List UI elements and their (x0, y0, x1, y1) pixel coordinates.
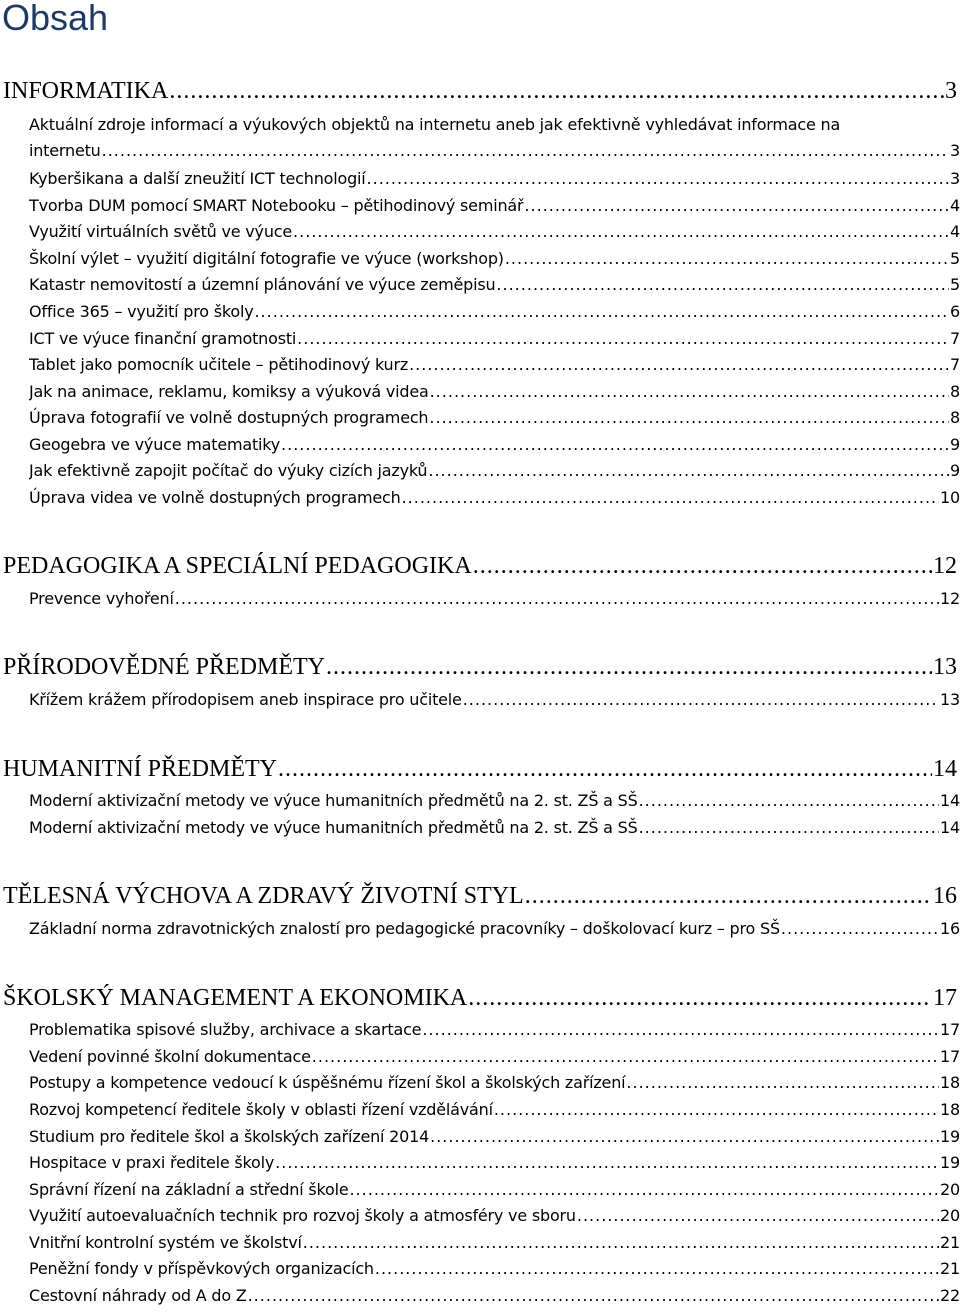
toc-entry[interactable] (29, 433, 960, 457)
toc-entry-page: 21 (940, 1233, 960, 1252)
dot-leader (429, 406, 949, 430)
dot-leader (626, 1071, 939, 1095)
toc-heading-title: ŠKOLSKÝ MANAGEMENT A EKONOMIKA (3, 985, 468, 1011)
dot-leader (505, 247, 949, 271)
toc-entry-title: Využití autoevaluačních technik pro rozvoj školy a atmosféry ve sboru (29, 1206, 576, 1225)
toc-entry-title: Vnitřní kontrolní systém ve školství (29, 1233, 302, 1252)
toc-entry[interactable] (29, 1071, 960, 1095)
dot-leader (254, 300, 949, 324)
toc-entry-title: Problematika spisové služby, archivace a skartace (29, 1020, 422, 1039)
toc-heading-page: 3 (945, 78, 957, 104)
toc-entry-page: 19 (940, 1153, 960, 1172)
toc-entry[interactable] (29, 1125, 960, 1149)
toc-entry-title: ICT ve výuce finanční gramotnosti (29, 329, 297, 348)
page-title: Obsah (2, 0, 109, 38)
toc-entry-title: Postupy a kompetence vedoucí k úspěšnému řízení škol a školských zařízení (29, 1073, 626, 1092)
toc-heading-title: HUMANITNÍ PŘEDMĚTY (3, 756, 277, 782)
toc-entry[interactable] (29, 1178, 960, 1202)
dot-leader (326, 652, 932, 682)
toc-entry-page: 4 (950, 196, 960, 215)
toc-entry-title: Rozvoj kompetencí ředitele školy v oblasti řízení vzdělávání (29, 1100, 493, 1119)
toc-entry-page: 13 (940, 690, 960, 709)
toc-entry-title: Geogebra ve výuce matematiky (29, 435, 281, 454)
toc-entry-title: Tvorba DUM pomocí SMART Notebooku – pětihodinový seminář (29, 196, 524, 215)
toc-entry-title: Základní norma zdravotnických znalostí pro pedagogické pracovníky – doškolovací kurz – pro SŠ (29, 919, 780, 938)
toc-entry-title: Jak na animace, reklamu, komiksy a výuková videa (29, 382, 429, 401)
toc-heading-title: PŘÍRODOVĚDNÉ PŘEDMĚTY (3, 654, 326, 680)
toc-entry[interactable] (29, 273, 960, 297)
toc-entry-title-continued: internetu (29, 141, 101, 160)
toc-entry[interactable] (29, 406, 960, 430)
dot-leader (312, 1045, 939, 1069)
toc-entry-page: 3 (950, 141, 960, 160)
toc-entry-page: 19 (940, 1127, 960, 1146)
toc-entry-title: Správní řízení na základní a střední škole (29, 1180, 349, 1199)
toc-entry-page: 7 (950, 355, 960, 374)
toc-heading-prirodovedne-predmety[interactable] (3, 652, 957, 682)
dot-leader (781, 917, 939, 941)
dot-leader (468, 983, 932, 1013)
dot-leader (293, 220, 949, 244)
toc-entry-title: Úprava fotografií ve volně dostupných programech (29, 408, 429, 427)
dot-leader (473, 551, 932, 581)
toc-heading-skolsky-management[interactable] (3, 983, 957, 1013)
dot-leader (375, 1257, 939, 1281)
dot-leader (430, 1125, 939, 1149)
toc-entry-page: 17 (940, 1020, 960, 1039)
dot-leader (430, 380, 949, 404)
toc-entry-title: Školní výlet – využití digitální fotografie ve výuce (workshop) (29, 249, 504, 268)
toc-entry-page: 22 (940, 1286, 960, 1305)
toc-heading-pedagogika[interactable] (3, 551, 957, 581)
toc-entry[interactable] (29, 587, 960, 611)
dot-leader (639, 789, 939, 813)
toc-heading-informatika[interactable] (3, 76, 957, 106)
toc-entry[interactable] (29, 1045, 960, 1069)
toc-entry[interactable] (29, 816, 960, 840)
toc-entry-page: 10 (940, 488, 960, 507)
toc-heading-title: PEDAGOGIKA A SPECIÁLNÍ PEDAGOGIKA (3, 553, 472, 579)
toc-entry-page: 9 (950, 435, 960, 454)
toc-entry[interactable] (29, 1098, 960, 1122)
dot-leader (494, 1098, 939, 1122)
dot-leader (577, 1204, 939, 1228)
toc-entry[interactable] (29, 486, 960, 510)
toc-entry[interactable] (29, 380, 960, 404)
toc-entry[interactable] (29, 917, 960, 941)
dot-leader (496, 273, 949, 297)
toc-entry[interactable] (29, 1231, 960, 1255)
toc-entry-title: Aktuální zdroje informací a výukových objektů na internetu aneb jak efektivně vyhledávat informace na (29, 115, 841, 134)
dot-leader (278, 754, 932, 784)
toc-entry-title: Office 365 – využití pro školy (29, 302, 254, 321)
toc-entry-title: Křížem krážem přírodopisem aneb inspirace pro učitele (29, 690, 462, 709)
dot-leader (248, 1284, 939, 1308)
toc-entry[interactable] (29, 1204, 960, 1228)
toc-entry-page: 18 (940, 1073, 960, 1092)
toc-entry[interactable] (29, 167, 960, 191)
toc-heading-page: 13 (933, 654, 957, 680)
toc-entry-title: Využití virtuálních světů ve výuce (29, 222, 293, 241)
toc-heading-telesna-vychova[interactable] (3, 881, 957, 911)
dot-leader (297, 327, 949, 351)
toc-entry-page: 21 (940, 1259, 960, 1278)
toc-entry-title: Úprava videa ve volně dostupných programech (29, 488, 401, 507)
toc-entry-page: 7 (950, 329, 960, 348)
toc-entry-page: 4 (950, 222, 960, 241)
dot-leader (428, 459, 949, 483)
dot-leader (281, 433, 949, 457)
toc-entry-title: Kyberšikana a další zneužití ICT technologií (29, 169, 366, 188)
toc-entry[interactable] (29, 1257, 960, 1281)
toc-heading-humanitni-predmety[interactable] (3, 754, 957, 784)
toc-entry-title: Moderní aktivizační metody ve výuce humanitních předmětů na 2. st. ZŠ a SŠ (29, 791, 638, 810)
dot-leader (367, 167, 949, 191)
toc-entry-page: 5 (950, 249, 960, 268)
toc-entry[interactable] (29, 353, 960, 377)
toc-heading-title: INFORMATIKA (3, 78, 169, 104)
toc-entry[interactable] (29, 247, 960, 271)
toc-entry[interactable] (29, 688, 960, 712)
toc-entry[interactable] (29, 327, 960, 351)
toc-entry-page: 20 (940, 1206, 960, 1225)
dot-leader (169, 76, 944, 106)
dot-leader (524, 194, 949, 218)
toc-entry-title: Peněžní fondy v příspěvkových organizacích (29, 1259, 374, 1278)
dot-leader (422, 1018, 939, 1042)
dot-leader (463, 688, 939, 712)
toc-entry-page: 16 (940, 919, 960, 938)
dot-leader (525, 881, 932, 911)
toc-entry-page: 3 (950, 169, 960, 188)
toc-entry-page: 20 (940, 1180, 960, 1199)
toc-entry-title: Moderní aktivizační metody ve výuce humanitních předmětů na 2. st. ZŠ a SŠ (29, 818, 638, 837)
toc-entry[interactable] (29, 1018, 960, 1042)
dot-leader (349, 1178, 939, 1202)
dot-leader (175, 587, 939, 611)
toc-heading-page: 12 (933, 553, 957, 579)
toc-entry[interactable] (29, 300, 960, 324)
toc-entry-title: Cestovní náhrady od A do Z (29, 1286, 247, 1305)
toc-heading-title: TĚLESNÁ VÝCHOVA A ZDRAVÝ ŽIVOTNÍ STYL (3, 883, 524, 909)
toc-entry-title: Prevence vyhoření (29, 589, 174, 608)
toc-entry-title: Jak efektivně zapojit počítač do výuky cizích jazyků (29, 461, 428, 480)
toc-entry-title: Katastr nemovitostí a územní plánování ve výuce zeměpisu (29, 275, 496, 294)
toc-entry-page: 14 (940, 818, 960, 837)
toc-entry-page: 18 (940, 1100, 960, 1119)
toc-heading-page: 16 (933, 883, 957, 909)
dot-leader (639, 816, 939, 840)
toc-entry-title: Hospitace v praxi ředitele školy (29, 1153, 275, 1172)
toc-entry-page: 12 (940, 589, 960, 608)
toc-entry[interactable] (29, 459, 960, 483)
dot-leader (102, 138, 949, 164)
dot-leader (409, 353, 949, 377)
toc-entry[interactable] (29, 220, 960, 244)
toc-entry-title: Tablet jako pomocník učitele – pětihodinový kurz (29, 355, 409, 374)
toc-entry-title: Studium pro ředitele škol a školských zařízení 2014 (29, 1127, 430, 1146)
toc-entry[interactable] (29, 112, 960, 164)
dot-leader (275, 1151, 939, 1175)
toc-heading-page: 14 (933, 756, 957, 782)
toc-entry-page: 14 (940, 791, 960, 810)
toc-entry[interactable] (29, 194, 960, 218)
dot-leader (303, 1231, 939, 1255)
toc-entry[interactable] (29, 1151, 960, 1175)
toc-entry-page: 5 (950, 275, 960, 294)
toc-entry-page: 6 (950, 302, 960, 321)
toc-entry-page: 8 (950, 408, 960, 427)
toc-entry-page: 17 (940, 1047, 960, 1066)
toc-entry-title: Vedení povinné školní dokumentace (29, 1047, 311, 1066)
toc-entry[interactable] (29, 1284, 960, 1308)
toc-entry-page: 8 (950, 382, 960, 401)
toc-entry[interactable] (29, 789, 960, 813)
toc-entry-page: 9 (950, 461, 960, 480)
toc-heading-page: 17 (933, 985, 957, 1011)
dot-leader (402, 486, 939, 510)
